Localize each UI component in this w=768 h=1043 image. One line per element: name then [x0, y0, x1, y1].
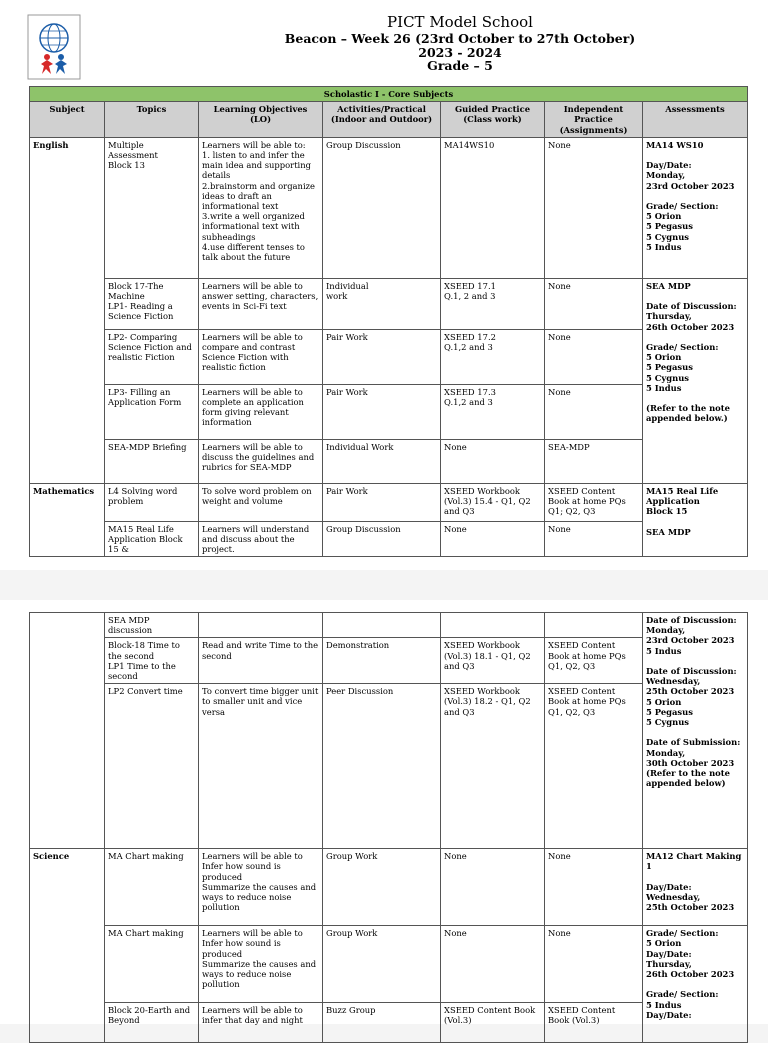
table-row — [30, 1003, 748, 1043]
table-row — [30, 384, 748, 439]
column-header: Learning Objectives (LO) — [199, 102, 323, 138]
guided-cell: XSEED Workbook (Vol.3) 18.2 - Q1, Q2 and Q3 — [441, 684, 545, 849]
activity-cell — [323, 613, 441, 638]
activity-cell: Individual Work — [323, 439, 441, 483]
column-header: Subject — [30, 102, 105, 138]
subject-english: English — [30, 137, 105, 483]
assessment-cell: MA14 WS10 Day/Date: Monday, 23rd October 2023 Grade/ Section: 5 Orion 5 Pegasus 5 Cygnus 5 Indus — [643, 137, 748, 278]
objective-cell: Learners will be able to complete an application form giving relevant information — [199, 384, 323, 439]
objective-cell: To solve word problem on weight and volume — [199, 483, 323, 521]
lesson-plan-table-continued — [29, 612, 748, 1043]
table-row — [30, 926, 748, 1003]
assessment-cell: SEA MDP Date of Discussion: Thursday, 26th October 2023 Grade/ Section: 5 Orion 5 Pegasus 5 Cygnus 5 Indus (Refer to the note appended below.) — [643, 278, 748, 483]
assessment-cell: Grade/ Section: 5 Orion Day/Date: Thursday, 26th October 2023 Grade/ Section: 5 Indus Day/Date: — [643, 926, 748, 1043]
objective-cell: Learners will be able to Infer how sound is produced Summarize the causes and ways to reduce noise pollution — [199, 926, 323, 1003]
table-row — [30, 613, 748, 638]
objective-cell: Learners will be able to answer setting, characters, events in Sci-Fi text — [199, 278, 323, 329]
activity-cell: Individual work — [323, 278, 441, 329]
activity-cell: Buzz Group — [323, 1003, 441, 1043]
grade-label: Grade – 5 — [427, 58, 493, 73]
table-row — [30, 483, 748, 521]
table-row — [30, 278, 748, 329]
lesson-plan-table — [29, 86, 748, 557]
objective-cell: Learners will be able to discuss the guidelines and rubrics for SEA-MDP — [199, 439, 323, 483]
column-header: Activities/Practical (Indoor and Outdoor) — [323, 102, 441, 138]
guided-cell: XSEED Content Book (Vol.3) — [441, 1003, 545, 1043]
assessment-cell: Date of Discussion: Monday, 23rd October 2023 5 Indus Date of Discussion: Wednesday, 25th October 2023 5 Orion 5 Pegasus 5 Cygnus Date of Submission: Monday, 30th October 2023 (Refer to the note appended below) — [643, 613, 748, 849]
objective-cell: Learners will be able to compare and contrast Science Fiction with realistic fiction — [199, 329, 323, 384]
topic-cell: Multiple Assessment Block 13 — [105, 137, 199, 278]
guided-cell: None — [441, 926, 545, 1003]
guided-cell: XSEED 17.2 Q.1,2 and 3 — [441, 329, 545, 384]
objective-cell: Learners will be able to Infer how sound is produced Summarize the causes and ways to reduce noise pollution — [199, 849, 323, 926]
guided-cell: MA14WS10 — [441, 137, 545, 278]
subject-science: Science — [30, 849, 105, 1043]
topic-cell: L4 Solving word problem — [105, 483, 199, 521]
table-row — [30, 439, 748, 483]
topic-cell: Block 20-Earth and Beyond — [105, 1003, 199, 1043]
topic-cell: Block-18 Time to the second LP1 Time to the second — [105, 638, 199, 684]
band-title: Scholastic I - Core Subjects — [30, 87, 748, 102]
subject-cell-empty — [30, 613, 105, 849]
independent-cell: None — [545, 384, 643, 439]
document-page-2 — [0, 600, 768, 1024]
table-band-row — [30, 87, 748, 102]
assessment-cell: MA15 Real Life Application Block 15 SEA MDP — [643, 483, 748, 557]
topic-cell: LP3- Filling an Application Form — [105, 384, 199, 439]
activity-cell: Demonstration — [323, 638, 441, 684]
objective-cell: Read and write Time to the second — [199, 638, 323, 684]
independent-cell: XSEED Content Book (Vol.3) — [545, 1003, 643, 1043]
independent-cell: None — [545, 329, 643, 384]
guided-cell — [441, 613, 545, 638]
activity-cell: Group Work — [323, 926, 441, 1003]
independent-cell: XSEED Content Book at home PQs Q1, Q2, Q3 — [545, 638, 643, 684]
guided-cell: XSEED 17.3 Q.1,2 and 3 — [441, 384, 545, 439]
column-header: Guided Practice (Class work) — [441, 102, 545, 138]
topic-cell: MA15 Real Life Application Block 15 & — [105, 521, 199, 557]
objective-cell: To convert time bigger unit to smaller unit and vice versa — [199, 684, 323, 849]
assessment-cell: MA12 Chart Making 1 Day/Date: Wednesday, 25th October 2023 — [643, 849, 748, 926]
column-header: Independent Practice (Assignments) — [545, 102, 643, 138]
column-header: Topics — [105, 102, 199, 138]
week-title: Beacon – Week 26 (23rd October to 27th October) — [284, 31, 636, 46]
guided-cell: XSEED Workbook (Vol.3) 18.1 - Q1, Q2 and Q3 — [441, 638, 545, 684]
activity-cell: Pair Work — [323, 329, 441, 384]
activity-cell: Pair Work — [323, 483, 441, 521]
table-row — [30, 638, 748, 684]
activity-cell: Pair Work — [323, 384, 441, 439]
academic-year: 2023 - 2024 — [418, 45, 502, 60]
objective-cell: Learners will be able to infer that day and night — [199, 1003, 323, 1043]
independent-cell: XSEED Content Book at home PQs Q1, Q2, Q3 — [545, 684, 643, 849]
table-row — [30, 521, 748, 557]
topic-cell: MA Chart making — [105, 849, 199, 926]
guided-cell: None — [441, 849, 545, 926]
independent-cell: None — [545, 849, 643, 926]
activity-cell: Group Discussion — [323, 137, 441, 278]
topic-cell: MA Chart making — [105, 926, 199, 1003]
topic-cell: LP2- Comparing Science Fiction and realistic Fiction — [105, 329, 199, 384]
independent-cell: None — [545, 137, 643, 278]
table-row — [30, 684, 748, 849]
guided-cell: XSEED Workbook (Vol.3) 15.4 - Q1, Q2 and Q3 — [441, 483, 545, 521]
topic-cell: SEA MDP discussion — [105, 613, 199, 638]
table-row — [30, 137, 748, 278]
guided-cell: None — [441, 521, 545, 557]
topic-cell: LP2 Convert time — [105, 684, 199, 849]
independent-cell: None — [545, 926, 643, 1003]
school-name: PICT Model School — [387, 13, 533, 31]
subject-mathematics: Mathematics — [30, 483, 105, 557]
objective-cell: Learners will understand and discuss about the project. — [199, 521, 323, 557]
independent-cell — [545, 613, 643, 638]
column-header: Assessments — [643, 102, 748, 138]
independent-cell: XSEED Content Book at home PQs Q1; Q2, Q3 — [545, 483, 643, 521]
guided-cell: XSEED 17.1 Q.1, 2 and 3 — [441, 278, 545, 329]
activity-cell: Group Work — [323, 849, 441, 926]
school-logo — [27, 14, 81, 80]
independent-cell: None — [545, 278, 643, 329]
guided-cell: None — [441, 439, 545, 483]
objective-cell: Learners will be able to: 1. listen to and infer the main idea and supporting details 2.brainstorm and organize ideas to draft an informational text 3.write a well organized informational text with subheadings 4.use different tenses to talk about the future — [199, 137, 323, 278]
topic-cell: SEA-MDP Briefing — [105, 439, 199, 483]
topic-cell: Block 17-The Machine LP1- Reading a Science Fiction — [105, 278, 199, 329]
independent-cell: SEA-MDP — [545, 439, 643, 483]
table-row — [30, 849, 748, 926]
table-header-row — [30, 102, 748, 138]
objective-cell — [199, 613, 323, 638]
activity-cell: Group Discussion — [323, 521, 441, 557]
table-row — [30, 329, 748, 384]
independent-cell: None — [545, 521, 643, 557]
activity-cell: Peer Discussion — [323, 684, 441, 849]
